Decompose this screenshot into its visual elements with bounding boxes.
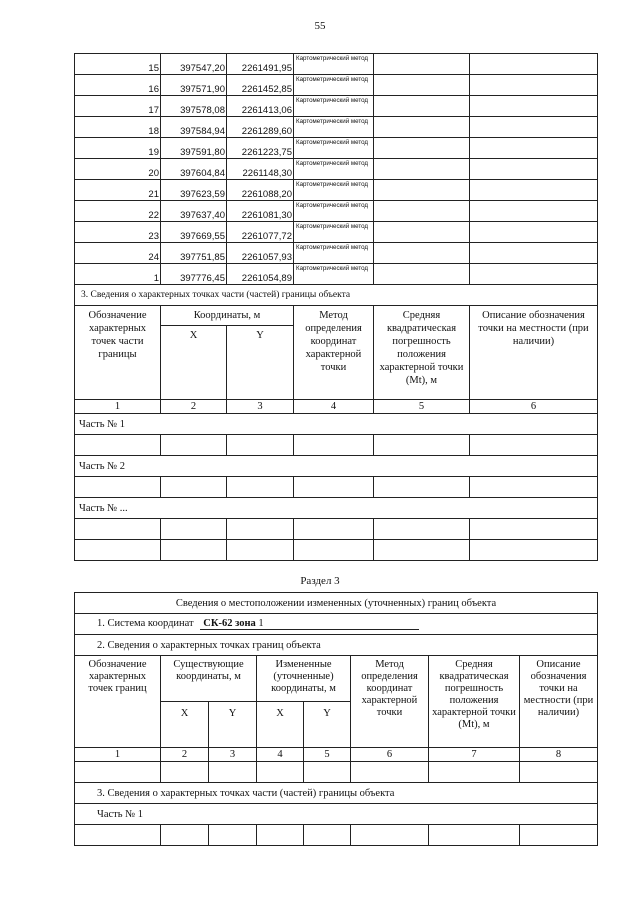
hdr2-error: Средняя квадратическая погрешность положения характерной точки (Mt), м bbox=[429, 656, 520, 748]
colnum2-8: 8 bbox=[520, 748, 598, 762]
method: Картометрический метод bbox=[294, 222, 374, 243]
point-number: 19 bbox=[75, 138, 161, 159]
table-row bbox=[75, 222, 598, 243]
coord-x: 397751,85 bbox=[161, 243, 227, 264]
coord-x: 397584,94 bbox=[161, 117, 227, 138]
points-title: 2. Сведения о характерных точках границ объекта bbox=[75, 635, 598, 656]
method: Картометрический метод bbox=[294, 264, 374, 285]
hdr2-y2: Y bbox=[304, 702, 351, 748]
method: Картометрический метод bbox=[294, 75, 374, 96]
empty-cell bbox=[470, 159, 598, 180]
method: Картометрический метод bbox=[294, 96, 374, 117]
empty-cell bbox=[374, 243, 470, 264]
table-row bbox=[75, 138, 598, 159]
coord-y: 2261413,06 bbox=[227, 96, 294, 117]
hdr2-y1: Y bbox=[209, 702, 257, 748]
points-table-body bbox=[75, 54, 598, 285]
coord-system-label: 1. Система координат bbox=[97, 618, 194, 629]
table-row bbox=[75, 201, 598, 222]
coord-y: 2261148,30 bbox=[227, 159, 294, 180]
empty-cell bbox=[470, 201, 598, 222]
coord-system-field bbox=[200, 618, 419, 630]
colnum-2: 2 bbox=[161, 400, 227, 414]
table-row bbox=[75, 159, 598, 180]
coord-x: 397591,80 bbox=[161, 138, 227, 159]
empty-cell bbox=[470, 96, 598, 117]
hdr2-description: Описание обозначения точки на местности (при наличии) bbox=[520, 656, 598, 748]
point-number: 17 bbox=[75, 96, 161, 117]
empty-cell bbox=[470, 75, 598, 96]
table-row bbox=[75, 243, 598, 264]
empty-cell bbox=[374, 75, 470, 96]
colnum2-4: 4 bbox=[257, 748, 304, 762]
hdr2-designation: Обозначение характерных точек границ bbox=[75, 656, 161, 748]
hdr-designation: Обозначение характерных точек части границы bbox=[75, 306, 161, 400]
hdr2-existing: Существующие координаты, м bbox=[161, 656, 257, 702]
empty-cell bbox=[470, 243, 598, 264]
empty-cell bbox=[470, 54, 598, 75]
coord-system-line bbox=[75, 614, 598, 635]
point-number: 20 bbox=[75, 159, 161, 180]
point-number: 1 bbox=[75, 264, 161, 285]
method: Картометрический метод bbox=[294, 201, 374, 222]
coord-y: 2261289,60 bbox=[227, 117, 294, 138]
colnum-6: 6 bbox=[470, 400, 598, 414]
section3-title: 3. Сведения о характерных точках части (частей) границы объекта bbox=[75, 285, 598, 306]
empty-cell bbox=[374, 138, 470, 159]
point-number: 21 bbox=[75, 180, 161, 201]
method: Картометрический метод bbox=[294, 117, 374, 138]
coord-system-zone: 1 bbox=[258, 618, 264, 629]
colnum-1: 1 bbox=[75, 400, 161, 414]
coord-x: 397669,55 bbox=[161, 222, 227, 243]
coord-x: 397637,40 bbox=[161, 201, 227, 222]
hdr2-x1: X bbox=[161, 702, 209, 748]
section-b-table bbox=[74, 592, 598, 846]
hdr2-x2: X bbox=[257, 702, 304, 748]
part-2-label: Часть № 2 bbox=[75, 456, 598, 477]
parts-title: 3. Сведения о характерных точках части (частей) границы объекта bbox=[75, 783, 598, 804]
empty-cell bbox=[470, 138, 598, 159]
colnum-4: 4 bbox=[294, 400, 374, 414]
hdr-error: Средняя квадратическая погрешность положения характерной точки (Mt), м bbox=[374, 306, 470, 400]
empty-cell bbox=[374, 96, 470, 117]
coord-x: 397578,08 bbox=[161, 96, 227, 117]
point-number: 24 bbox=[75, 243, 161, 264]
coord-y: 2261054,89 bbox=[227, 264, 294, 285]
method: Картометрический метод bbox=[294, 54, 374, 75]
coord-y: 2261452,85 bbox=[227, 75, 294, 96]
method: Картометрический метод bbox=[294, 243, 374, 264]
section-b-title: Сведения о местоположении измененных (уточненных) границ объекта bbox=[75, 593, 598, 614]
method: Картометрический метод bbox=[294, 138, 374, 159]
coord-x: 397547,20 bbox=[161, 54, 227, 75]
empty-cell bbox=[374, 159, 470, 180]
empty-cell bbox=[374, 222, 470, 243]
razdel-title: Раздел 3 bbox=[300, 575, 340, 587]
point-number: 18 bbox=[75, 117, 161, 138]
hdr-x: X bbox=[161, 326, 227, 400]
point-number: 23 bbox=[75, 222, 161, 243]
points-table bbox=[74, 53, 598, 561]
part-n-label: Часть № ... bbox=[75, 498, 598, 519]
colnum2-1: 1 bbox=[75, 748, 161, 762]
table-row bbox=[75, 96, 598, 117]
coord-x: 397571,90 bbox=[161, 75, 227, 96]
coord-x: 397604,84 bbox=[161, 159, 227, 180]
colnum2-3: 3 bbox=[209, 748, 257, 762]
empty-cell bbox=[374, 54, 470, 75]
empty-cell bbox=[374, 180, 470, 201]
coord-y: 2261057,93 bbox=[227, 243, 294, 264]
point-number: 16 bbox=[75, 75, 161, 96]
empty-cell bbox=[470, 180, 598, 201]
empty-cell bbox=[374, 201, 470, 222]
hdr-coords: Координаты, м bbox=[161, 306, 294, 326]
coord-system-value: СК-62 зона bbox=[203, 618, 256, 629]
coord-x: 397776,45 bbox=[161, 264, 227, 285]
table-row bbox=[75, 117, 598, 138]
part-1-label: Часть № 1 bbox=[75, 414, 598, 435]
hdr-method: Метод определения координат характерной точки bbox=[294, 306, 374, 400]
empty-cell bbox=[470, 222, 598, 243]
table-row bbox=[75, 54, 598, 75]
colnum-3: 3 bbox=[227, 400, 294, 414]
part2-1-label: Часть № 1 bbox=[75, 804, 598, 825]
empty-cell bbox=[374, 264, 470, 285]
empty-cell bbox=[470, 264, 598, 285]
empty-cell bbox=[470, 117, 598, 138]
coord-y: 2261077,72 bbox=[227, 222, 294, 243]
point-number: 22 bbox=[75, 201, 161, 222]
empty-cell bbox=[374, 117, 470, 138]
colnum2-2: 2 bbox=[161, 748, 209, 762]
coord-y: 2261491,95 bbox=[227, 54, 294, 75]
hdr-y: Y bbox=[227, 326, 294, 400]
coord-y: 2261081,30 bbox=[227, 201, 294, 222]
coord-y: 2261088,20 bbox=[227, 180, 294, 201]
point-number: 15 bbox=[75, 54, 161, 75]
colnum-5: 5 bbox=[374, 400, 470, 414]
colnum2-7: 7 bbox=[429, 748, 520, 762]
table-row bbox=[75, 75, 598, 96]
colnum2-5: 5 bbox=[304, 748, 351, 762]
coord-x: 397623,59 bbox=[161, 180, 227, 201]
coord-y: 2261223,75 bbox=[227, 138, 294, 159]
table-row bbox=[75, 180, 598, 201]
method: Картометрический метод bbox=[294, 159, 374, 180]
page-number: 55 bbox=[314, 20, 326, 32]
hdr-description: Описание обозначения точки на местности (при наличии) bbox=[470, 306, 598, 400]
hdr2-method: Метод определения координат характерной точки bbox=[351, 656, 429, 748]
method: Картометрический метод bbox=[294, 180, 374, 201]
hdr2-changed: Измененные (уточненные) координаты, м bbox=[257, 656, 351, 702]
colnum2-6: 6 bbox=[351, 748, 429, 762]
table-row bbox=[75, 264, 598, 285]
